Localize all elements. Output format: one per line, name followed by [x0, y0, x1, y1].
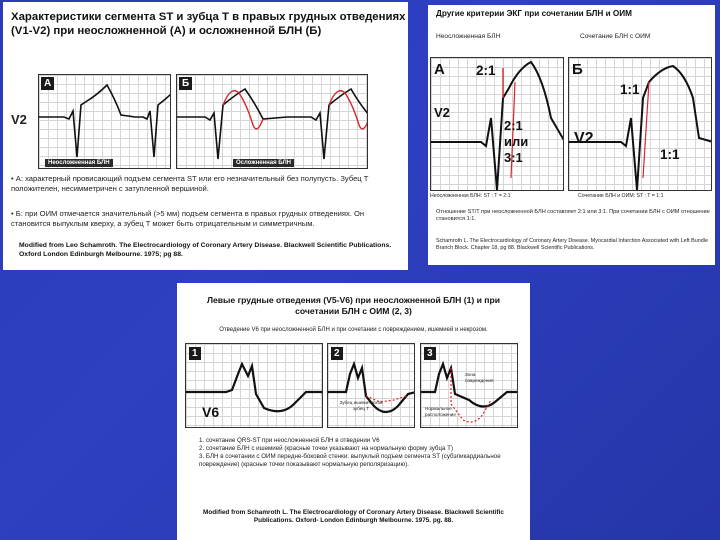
panel2-title: Другие критерии ЭКГ при сочетании БЛН и ОИМ	[436, 9, 632, 18]
tag-3: 3	[424, 347, 436, 360]
lead-left: V2	[434, 105, 450, 120]
panel-left-leads	[177, 283, 530, 540]
ratio-mid-left-2: или	[504, 134, 529, 149]
bullet-a	[11, 174, 403, 193]
bullet-dot-a: •	[11, 174, 16, 183]
annot-injury: Зона повреждения	[465, 372, 494, 383]
ratio-top-left: 2:1	[476, 63, 496, 78]
list-item-2: 2. сочетание БЛН с ишемией (красные точки указывают на нормальную форму зубца T)	[199, 445, 454, 452]
ecg-trace-1	[185, 343, 323, 428]
lead-label: V2	[11, 112, 27, 127]
panel2-note-left: Неосложненная БЛН: ST : T = 2:1	[430, 193, 511, 199]
annot-ischemia: Зубец ишемической зубец T	[339, 400, 383, 411]
trace-2-svg	[328, 344, 415, 428]
tag-2: 2	[331, 347, 343, 360]
ratio-mid-left	[504, 118, 528, 166]
caption-a: Неосложненная БЛН	[45, 159, 113, 167]
ratio-mid-right: 1:1	[660, 147, 680, 162]
trace-b-svg	[177, 75, 368, 169]
panel2-sub-right: Сочетание БЛН с ОИМ	[580, 33, 651, 40]
trace-a-svg	[39, 75, 171, 169]
annot-normal: Нормальное расположение	[425, 406, 456, 417]
ratio-mid-left-3: 3:1	[504, 150, 523, 165]
bullet-a-text: А: характерный провисающий подъем сегмента ST или его незначительный без полупусть. Зубец T положителен, несимметричен с затупленной вершиной.	[11, 174, 369, 193]
panel3-list	[199, 437, 517, 469]
bullet-dot-b: •	[11, 209, 16, 218]
bullet-b	[11, 209, 403, 228]
ecg-trace-2	[327, 343, 415, 428]
panel2-body: Отношение ST/T при неосложненной БЛН составляет 2:1 или 3:1. При сочетании БЛН с ОИМ отношение становится 1:1.	[436, 209, 710, 222]
trace-left-svg	[431, 58, 564, 191]
panel1-title: Характеристики сегмента ST и зубца T в правых грудных отведениях (V1-V2) при неосложненной (А) и осложненной БЛН (Б)	[11, 11, 406, 37]
tag-1: 1	[189, 347, 201, 360]
panel2-sub-left: Неосложненная БЛН	[436, 33, 501, 40]
ratio-mid-left-1: 2:1	[504, 118, 523, 133]
ecg-trace-right	[568, 57, 712, 191]
tag-a: А	[41, 77, 54, 90]
list-item-3: 3. БЛН в сочетании с ОИМ передне-боковой стенки: выпуклый подъем сегмента ST (субэпикардиальное повреждение) (красные точки показывают нормальную реполяризацию).	[199, 453, 501, 468]
bullet-b-text: Б: при ОИМ отмечается значительный (>5 мм) подъем сегмента в правых грудных отведениях. Он становится выпуклым кверху, а зубец T может быть отрицательным и симметричным.	[11, 209, 365, 228]
panel3-subtitle: Отведение V6 при неосложненной БЛН и при сочетании с повреждением, ишемией и некрозом.	[219, 327, 488, 333]
panel3-source: Modified from Schamroth L. The Electrocardiology of Coronary Artery Disease. Blackwell Scientific Publications. Oxford- London Edinburgh Melbourne. 1975. pg. 88.	[203, 509, 504, 524]
list-item-1: 1. сочетание QRS-ST при неосложненной БЛН в отведении V6	[199, 437, 380, 444]
ecg-trace-b	[176, 74, 368, 169]
tag-b: Б	[179, 77, 192, 90]
trace-right-svg	[569, 58, 712, 191]
caption-b: Осложненная БЛН	[233, 159, 294, 167]
ecg-trace-3	[420, 343, 518, 428]
panel2-note-right: Сочетание БЛН и ОИМ: ST : T = 1:1	[578, 193, 664, 199]
panel2-source: Schamroth L. The Electrocardiology of Coronary Artery Disease. Myocardial Infarction Associated with Left Bundle Branch Block. Chapter 18, pg 88. Blackwell Scientific Publications.	[436, 238, 708, 251]
panel-rv-leads	[3, 2, 408, 270]
ecg-trace-a	[38, 74, 171, 169]
tag-right: Б	[572, 61, 583, 78]
ecg-trace-left	[430, 57, 564, 191]
lead-v6: V6	[202, 404, 220, 420]
panel3-title: Левые грудные отведения (V5-V6) при неосложненной БЛН (1) и при сочетании БЛН с ОИМ (2, 3)	[206, 295, 501, 316]
tag-left: А	[434, 61, 445, 78]
ratio-top-right: 1:1	[620, 82, 640, 97]
panel1-source: Modified from Leo Schamroth. The Electrocardiology of Coronary Artery Disease. Blackwell Scientific Publications. Oxford London Edinburgh Melbourne. 1975; pg 88.	[19, 242, 392, 258]
lead-right: V2	[574, 130, 594, 147]
panel-st-t-ratio	[428, 5, 715, 265]
